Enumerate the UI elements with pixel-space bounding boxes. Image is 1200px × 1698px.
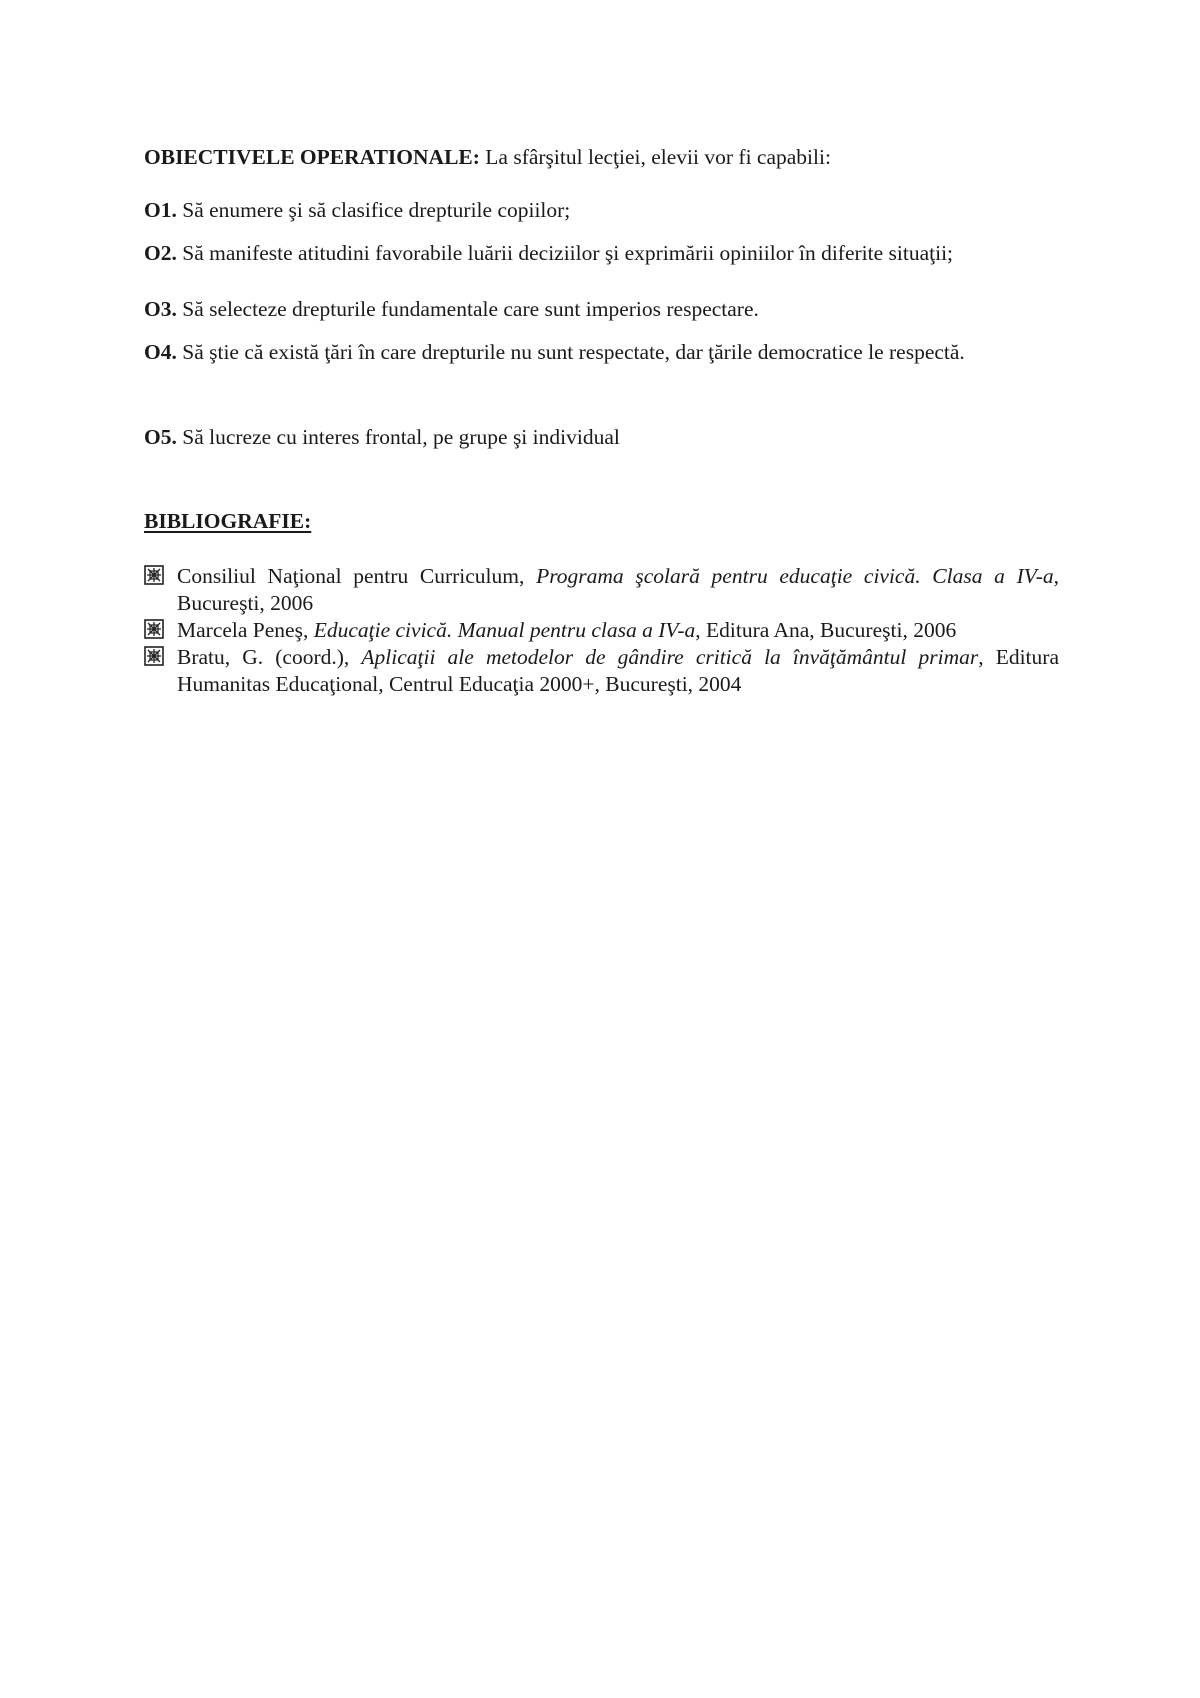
objective-text: Să ştie că există ţări în care drepturile nu sunt respectate, dar ţările democratice le respectă. bbox=[176, 340, 965, 364]
objective-code: O3. bbox=[144, 297, 177, 321]
objective-text: Să manifeste atitudini favorabile luării deciziilor şi exprimării opiniilor în diferite situaţii; bbox=[176, 241, 954, 265]
bibliography-author: Consiliul Naţional pentru Curriculum, bbox=[177, 564, 537, 588]
objective-code: O4. bbox=[144, 340, 177, 364]
objective-text: Să lucreze cu interes frontal, pe grupe şi individual bbox=[176, 425, 620, 449]
bibliography-item-3 bbox=[144, 644, 1059, 698]
objective-code: O5. bbox=[144, 425, 177, 449]
objective-item-3 bbox=[144, 296, 1059, 323]
ornamental-bullet-icon bbox=[144, 646, 164, 666]
bibliography-author: Marcela Peneş, bbox=[177, 618, 314, 642]
ornamental-bullet-icon bbox=[144, 565, 164, 585]
bibliography-author: Bratu, G. (coord.), bbox=[177, 645, 362, 669]
objectives-heading: OBIECTIVELE OPERATIONALE: bbox=[144, 145, 480, 169]
objective-item-4 bbox=[144, 339, 1059, 366]
objective-item-2 bbox=[144, 240, 1059, 267]
bibliography-heading: BIBLIOGRAFIE: bbox=[144, 509, 312, 533]
ornamental-bullet-icon bbox=[144, 619, 164, 639]
bibliography-details: , Bucureşti, 2006 bbox=[177, 564, 1059, 615]
bibliography-item-1 bbox=[144, 563, 1059, 617]
bibliography-item-2 bbox=[144, 617, 1059, 644]
objective-item-1 bbox=[144, 197, 1059, 224]
objective-code: O2. bbox=[144, 241, 177, 265]
bibliography-details: , Editura Humanitas Educaţional, Centrul Educaţia 2000+, Bucureşti, 2004 bbox=[177, 645, 1059, 696]
bibliography-title: Educaţie civică. Manual pentru clasa a IV-a bbox=[313, 618, 696, 642]
objective-code: O1. bbox=[144, 198, 177, 222]
objectives-intro: La sfârşitul lecţiei, elevii vor fi capabili: bbox=[479, 145, 831, 169]
objective-item-5 bbox=[144, 424, 1059, 451]
bibliography-title: Programa şcolară pentru educaţie civică. Clasa a IV-a bbox=[536, 564, 1054, 588]
objective-text: Să enumere şi să clasifice drepturile copiilor; bbox=[176, 198, 571, 222]
objective-text: Să selecteze drepturile fundamentale care sunt imperios respectare. bbox=[176, 297, 759, 321]
bibliography-details: , Editura Ana, Bucureşti, 2006 bbox=[695, 618, 957, 642]
bibliography-title: Aplicaţii ale metodelor de gândire critică la învăţământul primar bbox=[361, 645, 979, 669]
objectives-intro-line bbox=[144, 144, 1059, 171]
